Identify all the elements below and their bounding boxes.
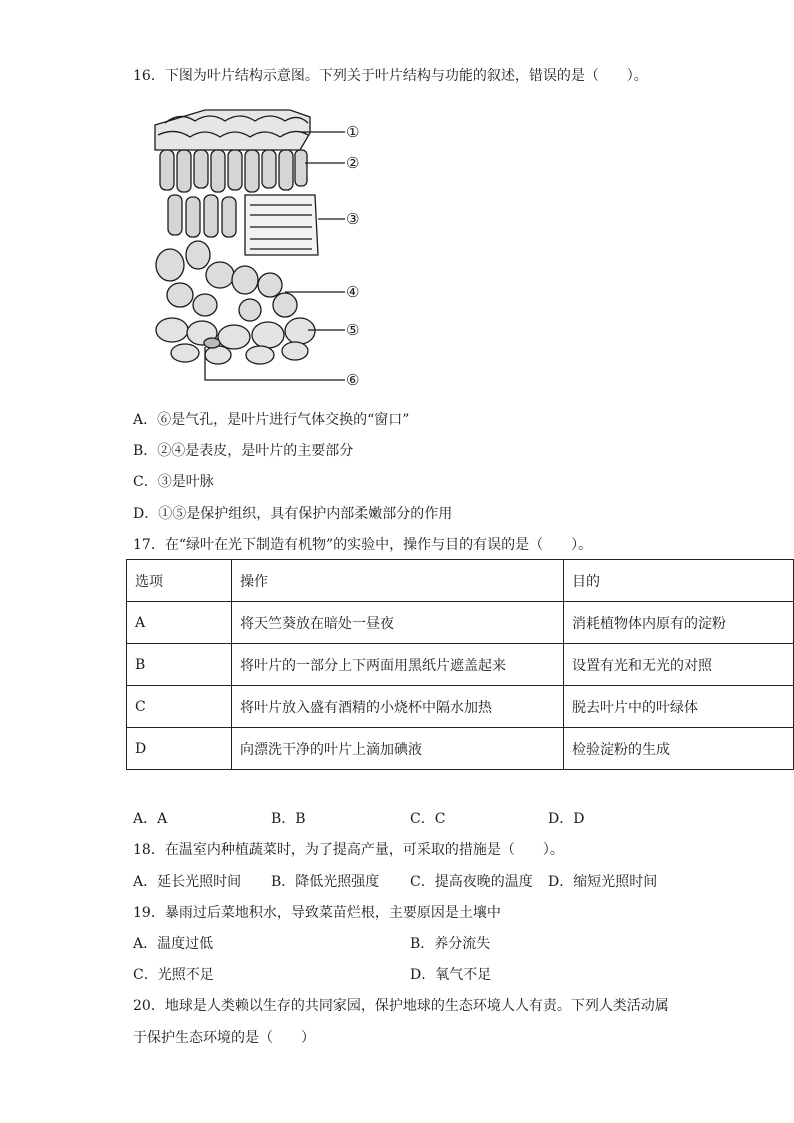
q19-option-c: C．光照不足 — [133, 967, 214, 983]
table-cell: 向漂洗干净的叶片上滴加碘液 — [232, 728, 564, 770]
q19-option-b: B．养分流失 — [410, 936, 491, 952]
q19-option-d: D．氧气不足 — [410, 967, 492, 983]
header-purpose: 目的 — [564, 560, 794, 602]
label-1: ① — [346, 123, 360, 141]
table-cell: 将叶片放入盛有酒精的小烧杯中隔水加热 — [232, 686, 564, 728]
label-5: ⑤ — [346, 321, 360, 339]
leaf-structure-diagram — [150, 105, 370, 390]
q16-option-a: A．⑥是气孔，是叶片进行气体交换的“窗口” — [133, 412, 410, 428]
table-cell: D — [127, 728, 232, 770]
q18-option-c: C．提高夜晚的温度 — [410, 874, 533, 890]
header-operation: 操作 — [232, 560, 564, 602]
label-6: ⑥ — [346, 371, 360, 389]
q16-option-b: B．②④是表皮，是叶片的主要部分 — [133, 443, 354, 459]
q17-stem: 17．在“绿叶在光下制造有机物”的实验中，操作与目的有误的是（ ）。 — [133, 537, 593, 553]
q17-option-d: D．D — [548, 811, 585, 827]
q17-option-c: C．C — [410, 811, 446, 827]
q20-stem-line2: 于保护生态环境的是（ ） — [133, 1030, 315, 1046]
table-cell: 将天竺葵放在暗处一昼夜 — [232, 602, 564, 644]
q17-option-b: B．B — [271, 811, 306, 827]
q16-option-d: D．①⑤是保护组织，具有保护内部柔嫩部分的作用 — [133, 506, 453, 522]
table-cell: 将叶片的一部分上下两面用黑纸片遮盖起来 — [232, 644, 564, 686]
q18-option-b: B．降低光照强度 — [271, 874, 380, 890]
q17-table — [126, 559, 794, 770]
table-cell: A — [127, 602, 232, 644]
table-cell: 检验淀粉的生成 — [564, 728, 794, 770]
label-4: ④ — [346, 283, 360, 301]
table-cell: B — [127, 644, 232, 686]
table-row — [127, 644, 794, 686]
header-option: 选项 — [127, 560, 232, 602]
table-cell: 消耗植物体内原有的淀粉 — [564, 602, 794, 644]
q17-option-a: A．A — [133, 811, 168, 827]
table-cell: 设置有光和无光的对照 — [564, 644, 794, 686]
label-3: ③ — [346, 210, 360, 228]
q19-option-a: A．温度过低 — [133, 936, 214, 952]
q18-option-d: D．缩短光照时间 — [548, 874, 658, 890]
q18-stem: 18．在温室内种植蔬菜时，为了提高产量，可采取的措施是（ ）。 — [133, 842, 564, 858]
table-header-row — [127, 560, 794, 602]
q16-stem: 16．下图为叶片结构示意图。下列关于叶片结构与功能的叙述，错误的是（ ）。 — [133, 68, 648, 84]
label-2: ② — [346, 154, 360, 172]
q19-stem: 19．暴雨过后菜地积水，导致菜苗烂根，主要原因是土壤中 — [133, 905, 501, 921]
q20-stem-line1: 20．地球是人类赖以生存的共同家园，保护地球的生态环境人人有责。下列人类活动属 — [133, 998, 669, 1014]
q18-option-a: A．延长光照时间 — [133, 874, 242, 890]
table-cell: 脱去叶片中的叶绿体 — [564, 686, 794, 728]
table-row — [127, 728, 794, 770]
q16-option-c: C．③是叶脉 — [133, 474, 214, 490]
table-cell: C — [127, 686, 232, 728]
table-row — [127, 602, 794, 644]
table-row — [127, 686, 794, 728]
